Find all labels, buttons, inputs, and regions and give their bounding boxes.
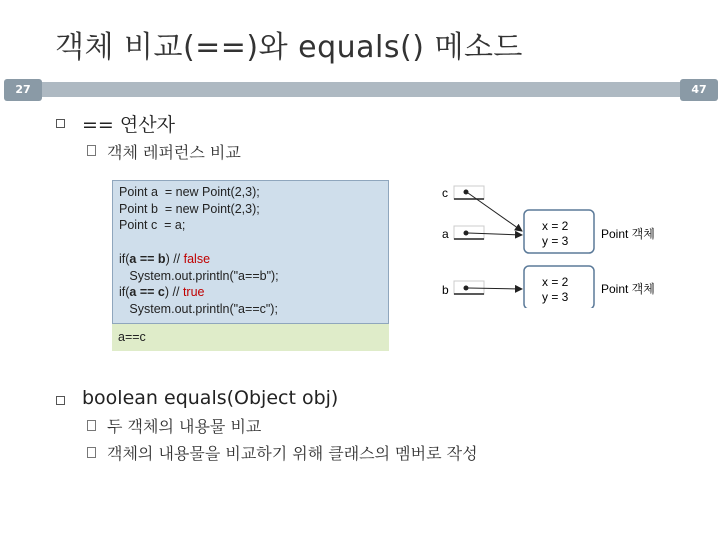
bullet-square-icon [56,396,65,405]
slide-title: 객체 비교(==)와 equals() 메소드 [55,30,523,65]
obj2-label: Point 객체 [601,282,655,296]
obj2-y: y = 3 [542,290,569,304]
slide-number-left: 27 [4,79,42,101]
obj2-x: x = 2 [542,275,569,289]
output-text: a==c [118,330,146,344]
section2-item-2: 객체의 내용물을 비교하기 위해 클래스의 멤버로 작성 [107,444,478,463]
var-c-label: c [442,186,448,200]
obj1-label: Point 객체 [601,227,655,241]
arrow-c-to-obj1 [468,193,522,231]
ref-slot-c [454,186,484,199]
code-box [112,180,389,324]
section2-heading: boolean equals(Object obj) [82,387,339,409]
code-line: Point a = new Point(2,3); [119,185,260,199]
section1-heading: == 연산자 [82,114,175,136]
code-print-2: System.out.println("a==c"); [119,301,278,316]
obj1-x: x = 2 [542,219,569,233]
comment-true: true [182,285,205,299]
code-line: Point b = new Point(2,3); [119,201,260,216]
var-b-label: b [442,283,449,297]
output-box [112,324,389,351]
ref-slot-a [454,226,484,239]
code-if-1: if(a == b) // false [119,252,211,266]
header-bar [40,82,695,97]
var-a-label: a [442,227,449,241]
comment-false: false [183,252,211,266]
sub-bullet-icon [87,447,96,458]
sub-bullet-icon [87,145,96,156]
slide-number-right: 47 [680,79,718,101]
reference-diagram [430,178,690,308]
ref-slot-b [454,281,484,294]
sub-bullet-icon [87,420,96,431]
section1-sub: 객체 레퍼런스 비교 [107,143,241,162]
code-line: Point c = a; [119,218,186,232]
section2-item-1: 두 객체의 내용물 비교 [107,417,262,436]
code-print-1: System.out.println("a==b"); [119,268,279,283]
code-if-2: if(a == c) // true [119,285,205,299]
obj1-y: y = 3 [542,234,569,248]
bullet-square-icon [56,119,65,128]
